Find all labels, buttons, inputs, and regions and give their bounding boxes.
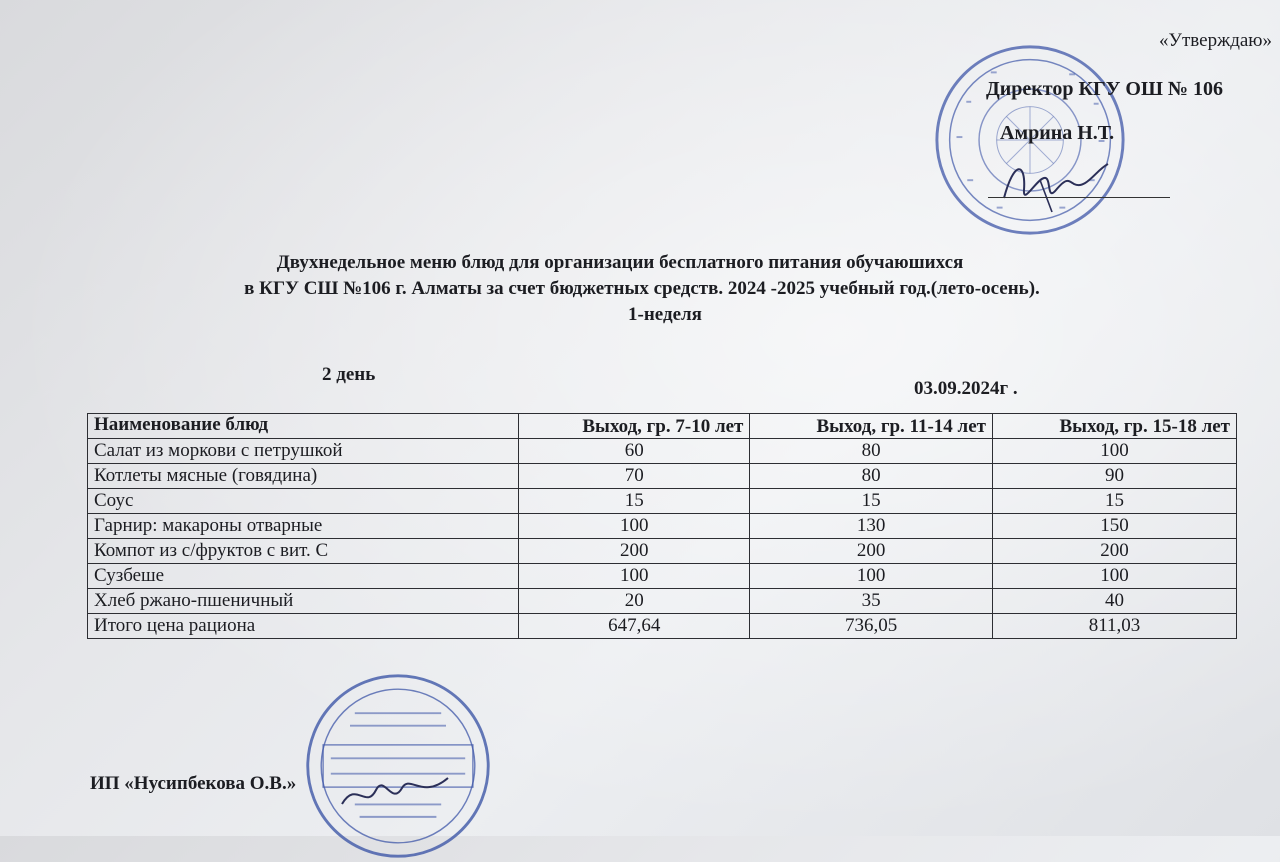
yield-7-10: 70	[519, 464, 750, 489]
menu-table	[87, 413, 1237, 639]
yield-15-18: 40	[992, 589, 1236, 614]
yield-11-14: 200	[750, 539, 993, 564]
table-row	[88, 489, 1237, 514]
approval-label: «Утверждаю»	[1159, 30, 1272, 51]
dish-name: Соус	[88, 489, 519, 514]
yield-11-14: 15	[750, 489, 993, 514]
yield-7-10: 60	[519, 439, 750, 464]
table-row	[88, 464, 1237, 489]
header-yield-7-10: Выход, гр. 7-10 лет	[519, 414, 750, 439]
total-7-10: 647,64	[519, 614, 750, 639]
signature-line	[988, 197, 1170, 198]
yield-15-18: 15	[992, 489, 1236, 514]
yield-11-14: 100	[750, 564, 993, 589]
table-row	[88, 589, 1237, 614]
yield-7-10: 15	[519, 489, 750, 514]
menu-title-line-1: Двухнедельное меню блюд для организации бесплатного питания обучаюшихся	[276, 252, 964, 273]
header-dish-name: Наименование блюд	[88, 414, 519, 439]
yield-15-18: 100	[992, 439, 1236, 464]
yield-11-14: 130	[750, 514, 993, 539]
yield-15-18: 200	[992, 539, 1236, 564]
dish-name: Хлеб ржано-пшеничный	[88, 589, 519, 614]
table-row	[88, 564, 1237, 589]
director-title: Директор КГУ ОШ № 106	[986, 78, 1224, 100]
day-label: 2 день	[322, 364, 376, 385]
table-row-total	[88, 614, 1237, 639]
yield-15-18: 100	[992, 564, 1236, 589]
yield-7-10: 200	[519, 539, 750, 564]
header-yield-11-14: Выход, гр. 11-14 лет	[750, 414, 993, 439]
yield-7-10: 20	[519, 589, 750, 614]
week-label: 1-неделя	[628, 304, 702, 325]
yield-15-18: 150	[992, 514, 1236, 539]
table-row	[88, 539, 1237, 564]
table-row	[88, 439, 1237, 464]
total-15-18: 811,03	[992, 614, 1236, 639]
yield-7-10: 100	[519, 564, 750, 589]
total-label: Итого цена рациона	[88, 614, 519, 639]
yield-11-14: 80	[750, 464, 993, 489]
entrepreneur-signature	[336, 760, 456, 820]
table-row	[88, 514, 1237, 539]
dish-name: Салат из моркови с петрушкой	[88, 439, 519, 464]
dish-name: Компот из с/фруктов с вит. С	[88, 539, 519, 564]
director-signature	[996, 150, 1116, 220]
yield-11-14: 80	[750, 439, 993, 464]
table-header-row	[88, 414, 1237, 439]
yield-7-10: 100	[519, 514, 750, 539]
header-yield-15-18: Выход, гр. 15-18 лет	[992, 414, 1236, 439]
total-11-14: 736,05	[750, 614, 993, 639]
dish-name: Гарнир: макароны отварные	[88, 514, 519, 539]
dish-name: Сузбеше	[88, 564, 519, 589]
dish-name: Котлеты мясные (говядина)	[88, 464, 519, 489]
menu-date: 03.09.2024г .	[914, 378, 1018, 399]
yield-11-14: 35	[750, 589, 993, 614]
menu-title-line-2: в КГУ СШ №106 г. Алматы за счет бюджетных средств. 2024 -2025 учебный год.(лето-осень).	[244, 278, 1040, 299]
yield-15-18: 90	[992, 464, 1236, 489]
entrepreneur-name: ИП «Нусипбекова О.В.»	[90, 773, 297, 794]
director-name: Амрина Н.Т.	[1000, 122, 1115, 144]
